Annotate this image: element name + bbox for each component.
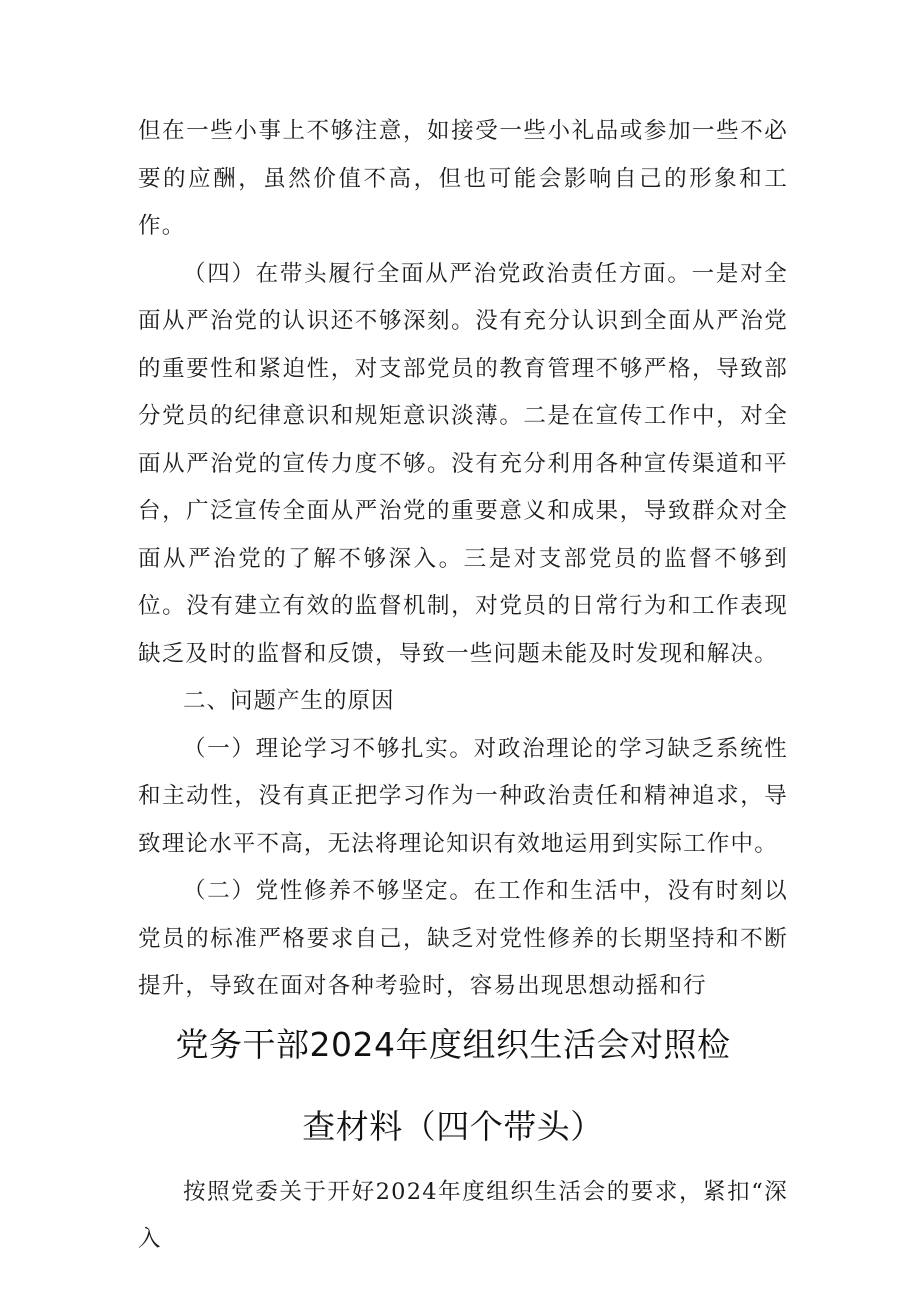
- paragraph-intro: 按照党委关于开好2024年度组织生活会的要求，紧扣“深入: [138, 1178, 788, 1252]
- document-title-line-2: 查材料（四个带头）: [302, 1106, 604, 1146]
- paragraph-continued: 但在一些小事上不够注意，如接受一些小礼品或参加一些不必要的应酬，虽然价值不高，但也可能会影响自己的形象和工作。: [138, 118, 788, 239]
- paragraph-cause-one: （一）理论学习不够扎实。对政治理论的学习缺乏系统性和主动性，没有真正把学习作为一种政治责任和精神追求，导致理论水平不高，无法将理论知识有效地运用到实际工作中。: [138, 735, 788, 857]
- document-title-line-1: 党务干部2024年度组织生活会对照检: [175, 1024, 731, 1064]
- document-page: [138, 108, 788, 1264]
- paragraph-section-four: （四）在带头履行全面从严治党政治责任方面。一是对全面从严治党的认识还不够深刻。没有充分认识到全面从严治党的重要性和紧迫性，对支部党员的教育管理不够严格，导致部分党员的纪律意识和规矩意识淡薄。二是在宣传工作中，对全面从严治党的宣传力度不够。没有充分利用各种宣传渠道和平台，广泛宣传全面从严治党的重要意义和成果，导致群众对全面从严治党的了解不够深入。三是对支部党员的监督不够到位。没有建立有效的监督机制，对党员的日常行为和工作表现缺乏及时的监督和反馈，导致一些问题未能及时发现和解决。: [138, 260, 788, 667]
- section-heading-causes: 二、问题产生的原因: [183, 688, 395, 714]
- paragraph-cause-two: （二）党性修养不够坚定。在工作和生活中，没有时刻以党员的标准严格要求自己，缺乏对党性修养的长期坚持和不断提升，导致在面对各种考验时，容易出现思想动摇和行: [138, 878, 788, 999]
